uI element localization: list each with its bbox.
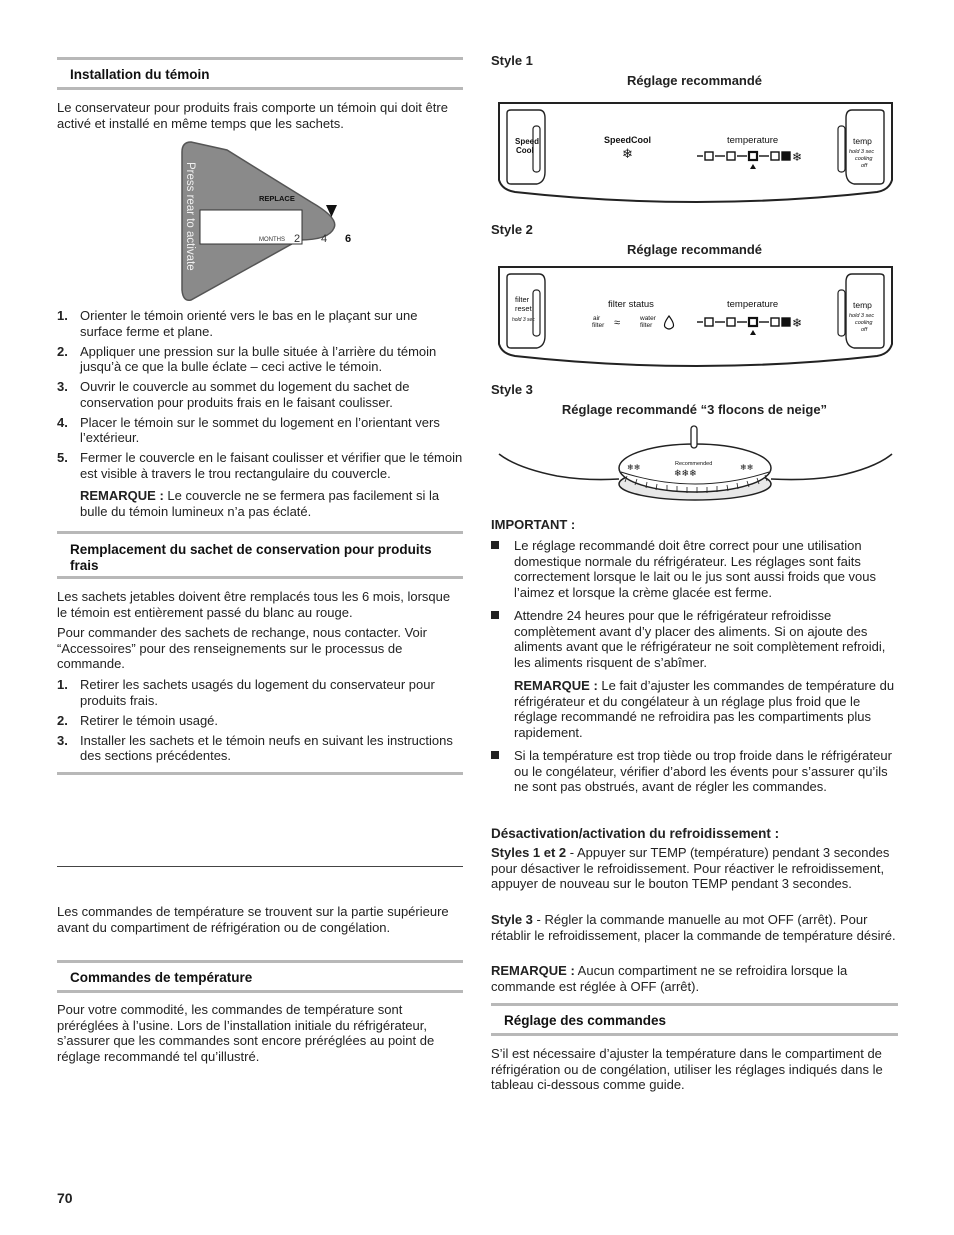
svg-text:off: off (861, 327, 868, 333)
list-item: 3. Installer les sachets et le témoin neufs en suivant les instructions des sections précédentes. (57, 732, 453, 763)
style2-control-panel (497, 264, 894, 370)
style1-control-panel (497, 100, 894, 204)
section-rule (491, 1033, 898, 1036)
snowflake-icon: ❄ (622, 146, 633, 161)
page-number: 70 (57, 1190, 73, 1206)
air-filter-icon: ≈ (614, 317, 621, 329)
section-rule (57, 57, 463, 60)
section-title-temperature-controls: Commandes de température (70, 970, 253, 985)
svg-text:reset: reset (515, 304, 532, 313)
speedcool-label: SpeedCool (604, 135, 652, 145)
replace-label: REPLACE (259, 194, 295, 203)
list-item: 1. Orienter le témoin orienté vers le bas en le plaçant sur une surface ferme et plane. (57, 308, 418, 339)
style3-caption: Réglage recommandé “3 flocons de neige” (561, 402, 828, 417)
style2-label: Style 2 (491, 222, 533, 237)
temp-button-label: temp (853, 300, 872, 310)
section-rule (57, 772, 463, 775)
filter-reset-label: filter (515, 295, 530, 304)
recommended-label: Recommended (675, 461, 713, 467)
deactivation-note: REMARQUE : Aucun compartiment ne se refroidira lorsque la commande est réglée à OFF (arrêt). (491, 963, 848, 994)
dial-pointer (691, 426, 697, 448)
list-item: Le réglage recommandé doit être correct pour une utilisation domestique normale du réfrigérateur. Les réglages sont faits correctement lorsque le lait ou le jus sont aussi froids que vous l’aimez et lorsque la crème glacée est ferme. (491, 538, 898, 600)
deactivation-title: Désactivation/activation du refroidissement : (491, 826, 780, 841)
style1-label: Style 1 (491, 53, 533, 68)
svg-text:water: water (640, 315, 656, 322)
filter-status-label: filter status (608, 299, 654, 310)
style1-caption: Réglage recommandé (626, 73, 763, 88)
svg-text:hold 3 sec: hold 3 sec (512, 317, 535, 323)
temperature-controls-p1: Pour votre commodité, les commandes de température sont préréglées à l’usine. Lors de l’installation initiale du réfrigérateur, s’assurer que les commandes sont encore préréglées au point de réglage recommandé tel qu’illustré. (57, 1002, 435, 1064)
section-title-adjust-controls: Réglage des commandes (504, 1013, 667, 1028)
months-label: MONTHS (259, 237, 285, 243)
section-rule (57, 990, 463, 993)
svg-text:hold 3 sec: hold 3 sec (849, 313, 875, 319)
svg-text:filter: filter (592, 322, 605, 329)
deactivation-p2: Style 3 - Régler la commande manuelle au mot OFF (arrêt). Pour rétablir le refroidissement, placer la commande de température désiré. (491, 912, 896, 943)
section-rule (57, 87, 463, 90)
style3-label: Style 3 (491, 382, 533, 397)
style3-dial-illustration (497, 424, 894, 508)
important-bullets-2 (491, 748, 898, 803)
list-item: Attendre 24 heures pour que le réfrigérateur refroidisse complètement avant d’y placer des aliments. Si on ajoute des aliments avant que le réfrigérateur ne soit complètement refroidi, les aliments risquent de s’abîmer. (491, 608, 898, 670)
list-item: 2. Appliquer une pression sur la bulle située à l’arrière du témoin jusqu’à ce que la bulle éclate – ceci active le témoin. (57, 343, 437, 374)
snowflake-icon: ❄❄ (740, 463, 754, 472)
svg-text:Cool: Cool (516, 146, 534, 155)
svg-text:air: air (593, 315, 601, 322)
section-title-replacement: Remplacement du sachet de conservation pour produits frais (70, 542, 432, 573)
replacement-steps (57, 677, 463, 768)
adjust-controls-p1: S’il est nécessaire d’ajuster la température dans le compartiment de réfrigération ou de congélation, utiliser les réglages indiqués dans le tableau ci-dessous comme guide. (491, 1046, 883, 1092)
deactivation-p1: Styles 1 et 2 - Appuyer sur TEMP (température) pendant 3 secondes pour désactiver le refroidissement. Pour réactiver le refroidissement, appuyer de nouveau sur le bouton TEMP pendant 3 secondes. (491, 845, 890, 891)
svg-text:cooling: cooling (855, 156, 873, 162)
speedcool-button-label: Speed (515, 137, 540, 146)
style2-caption: Réglage recommandé (626, 242, 763, 257)
replacement-p2: Pour commander des sachets de rechange, nous contacter. Voir “Accessoires” pour des renseignements sur le processus de commande. (57, 625, 427, 671)
svg-text:filter: filter (640, 322, 653, 329)
list-item: 4. Placer le témoin sur le sommet du logement en l’orientant vers l’extérieur. (57, 414, 440, 445)
bullet-square-icon (491, 751, 499, 759)
temperature-label: temperature (727, 299, 779, 310)
snowflake-icon: ❄ (792, 316, 803, 330)
snowflake-icon: ❄ (792, 150, 803, 164)
list-item: 5. Fermer le couvercle en le faisant coulisser et vérifier que le témoin est visible à travers le trou rectangulaire du couvercle. (57, 450, 463, 481)
section-title-installation: Installation du témoin (70, 67, 210, 82)
snowflake-icon: ❄❄ (627, 463, 641, 472)
section-rule (57, 960, 463, 963)
section-rule (491, 1003, 898, 1006)
important-label: IMPORTANT : (491, 517, 576, 532)
bullet-square-icon (491, 541, 499, 549)
section-rule (57, 531, 463, 534)
list-item: 1. Retirer les sachets usagés du logement du conservateur pour produits frais. (57, 677, 435, 708)
installation-note: REMARQUE : Le couvercle ne se fermera pas facilement si la bulle du témoin lumineux n’a pas éclaté. (80, 488, 440, 519)
month-2: 2 (294, 233, 301, 245)
svg-text:hold 3 sec: hold 3 sec (849, 149, 875, 155)
snowflake-icon: ❄❄❄ (674, 468, 697, 478)
list-item: 2. Retirer le témoin usagé. (57, 712, 219, 728)
replacement-p1: Les sachets jetables doivent être remplacés tous les 6 mois, lorsque le témoin est entièrement passé du blanc au rouge. (57, 589, 451, 620)
press-rear-text: Press rear to activate (184, 162, 196, 271)
temperature-intro: Les commandes de température se trouvent sur la partie supérieure avant du compartiment de réfrigération ou de congélation. (57, 904, 449, 935)
svg-text:cooling: cooling (855, 320, 873, 326)
bullet-note: REMARQUE : Le fait d’ajuster les commandes de température du réfrigérateur et du congélateur à un réglage plus froid que le réglage recommandé ne refroidira pas les compartiments plus rapidement. (514, 678, 895, 740)
list-item: 3. Ouvrir le couvercle au sommet du logement du sachet de conservation pour produits frais en le faisant coulisser. (57, 379, 410, 410)
list-item: Si la température est trop tiède ou trop froide dans le réfrigérateur ou le congélateur, vérifier d’abord les évents pour s’assurer qu’ils ne sont pas obstrués, avant de régler les commandes. (491, 748, 898, 795)
section-rule (57, 866, 463, 867)
bullet-square-icon (491, 611, 499, 619)
month-6: 6 (345, 233, 352, 245)
important-bullets (491, 538, 898, 678)
freshness-indicator-illustration (179, 140, 352, 304)
month-4: 4 (321, 233, 328, 245)
section-rule (57, 576, 463, 579)
temperature-label: temperature (727, 135, 779, 146)
installation-steps (57, 308, 463, 486)
temp-button-label: temp (853, 136, 872, 146)
installation-intro: Le conservateur pour produits frais comporte un témoin qui doit être activé et installé en même temps que les sachets. (57, 100, 448, 131)
svg-text:off: off (861, 163, 868, 169)
